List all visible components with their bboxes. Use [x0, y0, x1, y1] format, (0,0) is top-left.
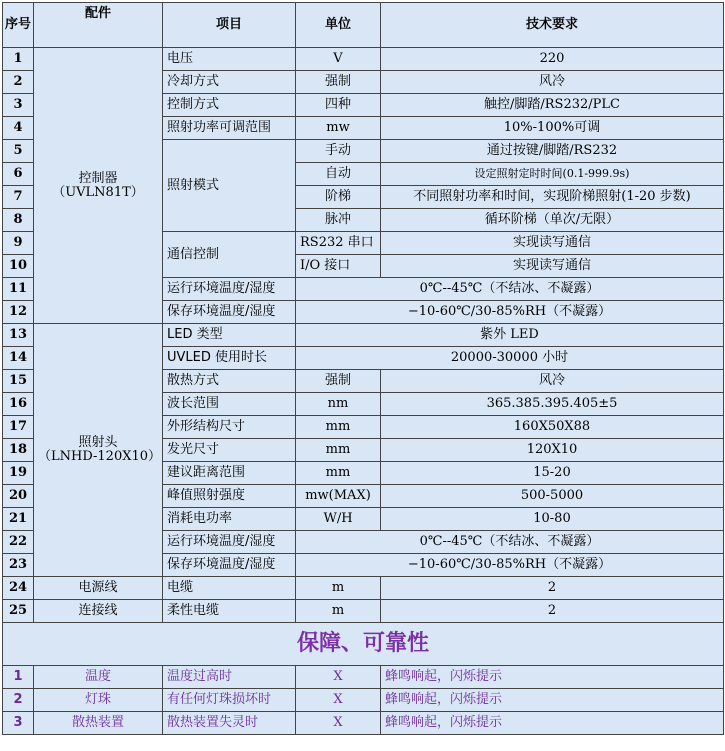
- row-no: 25: [3, 600, 34, 623]
- row-no: 15: [3, 370, 34, 393]
- row-item: 建议距离范围: [163, 462, 296, 485]
- guarantee-item: 有任何灯珠损坏时: [163, 689, 296, 712]
- guarantee-row: [3, 689, 724, 712]
- row-no: 12: [3, 301, 34, 324]
- row-no: 4: [3, 117, 34, 140]
- row-no: 18: [3, 439, 34, 462]
- group-item-mode: 照射模式: [163, 140, 296, 232]
- row-no: 21: [3, 508, 34, 531]
- part-head-model: （LNHD-120X10）: [38, 449, 162, 464]
- row-no: 13: [3, 324, 34, 347]
- guarantee-action: 蜂鸣响起，闪烁提示: [381, 666, 724, 689]
- row-req: 0℃--45℃（不结冰、不凝露）: [296, 278, 724, 301]
- row-unit: m: [296, 577, 381, 600]
- row-req: 120X10: [381, 439, 724, 462]
- part-controller-model: （UVLN81T）: [52, 184, 144, 200]
- table-row: [3, 324, 724, 347]
- guarantee-item: 温度过高时: [163, 666, 296, 689]
- row-unit: 强制: [296, 71, 381, 94]
- row-item: 波长范围: [163, 393, 296, 416]
- row-no: 11: [3, 278, 34, 301]
- row-item: 照射功率可调范围: [163, 117, 296, 140]
- guarantee-no: 2: [3, 689, 34, 712]
- row-req: 紫外 LED: [296, 324, 724, 347]
- guarantee-row: [3, 666, 724, 689]
- header-req: 技术要求: [381, 3, 724, 48]
- row-item: 运行环境温度/湿度: [163, 278, 296, 301]
- guarantee-part: 温度: [34, 666, 163, 689]
- header-unit: 单位: [296, 3, 381, 48]
- header-no: 序号: [3, 3, 34, 48]
- row-unit: 四种: [296, 94, 381, 117]
- row-item: 电压: [163, 48, 296, 71]
- row-item: 控制方式: [163, 94, 296, 117]
- row-req: 实现读写通信: [381, 255, 724, 278]
- row-req: 10%-100%可调: [381, 117, 724, 140]
- row-req: −10-60℃/30-85%RH（不凝露）: [296, 554, 724, 577]
- guarantee-part: 灯珠: [34, 689, 163, 712]
- row-req: 2: [381, 600, 724, 623]
- part-power-cable: 电源线: [34, 577, 163, 600]
- row-item: 保存环境温度/湿度: [163, 301, 296, 324]
- row-req: 10-80: [381, 508, 724, 531]
- row-req: 20000-30000 小时: [296, 347, 724, 370]
- part-connect-cable: 连接线: [34, 600, 163, 623]
- row-no: 20: [3, 485, 34, 508]
- row-no: 2: [3, 71, 34, 94]
- row-unit: 脉冲: [296, 209, 381, 232]
- row-no: 8: [3, 209, 34, 232]
- guarantee-mark: X: [296, 666, 381, 689]
- header-part: 配件: [34, 3, 163, 48]
- row-unit: 自动: [296, 163, 381, 186]
- table-row: [3, 600, 724, 623]
- row-unit: mm: [296, 416, 381, 439]
- row-unit: I/O 接口: [296, 255, 381, 278]
- table-row: [3, 577, 724, 600]
- section-title: 保障、可靠性: [3, 623, 724, 666]
- row-no: 16: [3, 393, 34, 416]
- row-unit: 强制: [296, 370, 381, 393]
- row-item: 发光尺寸: [163, 439, 296, 462]
- row-req: 15-20: [381, 462, 724, 485]
- row-unit: mw(MAX): [296, 485, 381, 508]
- row-no: 19: [3, 462, 34, 485]
- guarantee-part: 散热装置: [34, 712, 163, 735]
- row-item: 运行环境温度/湿度: [163, 531, 296, 554]
- row-unit: V: [296, 48, 381, 71]
- row-req: 不同照射功率和时间，实现阶梯照射(1-20 步数): [381, 186, 724, 209]
- row-item: 消耗电功率: [163, 508, 296, 531]
- row-unit: RS232 串口: [296, 232, 381, 255]
- table-row: [3, 48, 724, 71]
- row-req: 0℃--45℃（不结冰、不凝露）: [296, 531, 724, 554]
- row-no: 24: [3, 577, 34, 600]
- row-req: 循环阶梯（单次/无限）: [381, 209, 724, 232]
- guarantee-action: 蜂鸣响起，闪烁提示: [381, 689, 724, 712]
- row-no: 22: [3, 531, 34, 554]
- guarantee-action: 蜂鸣响起，闪烁提示: [381, 712, 724, 735]
- guarantee-item: 散热装置失灵时: [163, 712, 296, 735]
- banner-row: [3, 623, 724, 666]
- row-no: 6: [3, 163, 34, 186]
- row-unit: mm: [296, 462, 381, 485]
- row-unit: nm: [296, 393, 381, 416]
- header-item: 项目: [163, 3, 296, 48]
- row-item: 冷却方式: [163, 71, 296, 94]
- row-no: 5: [3, 140, 34, 163]
- row-req: 实现读写通信: [381, 232, 724, 255]
- group-item-comm: 通信控制: [163, 232, 296, 278]
- guarantee-row: [3, 712, 724, 735]
- row-no: 23: [3, 554, 34, 577]
- row-req: 365.385.395.405±5: [381, 393, 724, 416]
- row-no: 14: [3, 347, 34, 370]
- row-item: LED 类型: [163, 324, 296, 347]
- row-item: 电缆: [163, 577, 296, 600]
- row-unit: m: [296, 600, 381, 623]
- row-no: 7: [3, 186, 34, 209]
- row-unit: 手动: [296, 140, 381, 163]
- row-req: 2: [381, 577, 724, 600]
- row-no: 1: [3, 48, 34, 71]
- part-controller-name: 控制器: [78, 170, 118, 186]
- row-req: 风冷: [381, 71, 724, 94]
- row-item: 外形结构尺寸: [163, 416, 296, 439]
- row-no: 3: [3, 94, 34, 117]
- row-no: 9: [3, 232, 34, 255]
- row-unit: mm: [296, 439, 381, 462]
- row-item: 散热方式: [163, 370, 296, 393]
- row-req: 通过按键/脚踏/RS232: [381, 140, 724, 163]
- guarantee-no: 1: [3, 666, 34, 689]
- row-unit: mw: [296, 117, 381, 140]
- row-req: −10-60℃/30-85%RH（不凝露）: [296, 301, 724, 324]
- spec-table: [2, 2, 724, 735]
- row-req: 500-5000: [381, 485, 724, 508]
- guarantee-no: 3: [3, 712, 34, 735]
- part-head-name: 照射头: [78, 435, 118, 450]
- guarantee-mark: X: [296, 712, 381, 735]
- row-unit: W/H: [296, 508, 381, 531]
- row-req: 160X50X88: [381, 416, 724, 439]
- part-controller: [34, 48, 163, 324]
- guarantee-mark: X: [296, 689, 381, 712]
- row-unit: 阶梯: [296, 186, 381, 209]
- row-no: 10: [3, 255, 34, 278]
- row-req: 触控/脚踏/RS232/PLC: [381, 94, 724, 117]
- row-req: 风冷: [381, 370, 724, 393]
- row-item: UVLED 使用时长: [163, 347, 296, 370]
- row-item: 峰值照射强度: [163, 485, 296, 508]
- part-head: [34, 324, 163, 577]
- header-row: [3, 3, 724, 48]
- row-item: 柔性电缆: [163, 600, 296, 623]
- row-no: 17: [3, 416, 34, 439]
- row-req: 220: [381, 48, 724, 71]
- row-item: 保存环境温度/湿度: [163, 554, 296, 577]
- row-req: 设定照射定时时间(0.1-999.9s): [381, 163, 724, 186]
